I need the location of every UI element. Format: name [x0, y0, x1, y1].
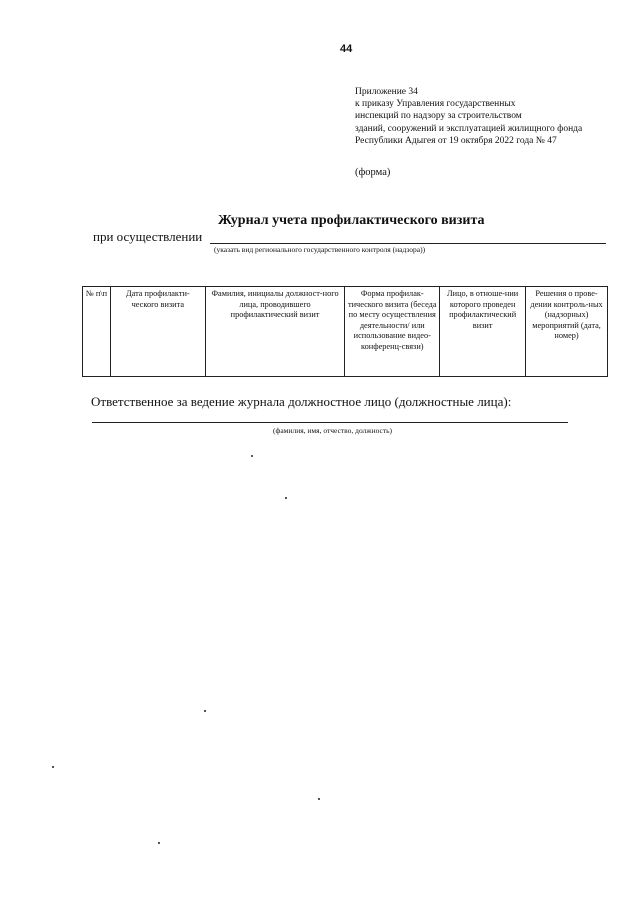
- column-header-form: Форма профилак-тического визита (беседа по месту осуществления деятельности/ или использование видео-конференц-связи): [345, 287, 440, 377]
- appendix-block: [355, 86, 582, 147]
- scan-speck: [204, 710, 206, 712]
- column-header-person: Лицо, в отноше-нии которого проведен профилактический визит: [440, 287, 526, 377]
- document-title: Журнал учета профилактического визита: [218, 213, 485, 228]
- journal-table: [82, 286, 608, 377]
- responsible-line: [92, 422, 568, 423]
- scan-speck: [52, 766, 54, 768]
- column-header-decisions: Решения о прове-дении контроль-ных (надзорных) мероприятий (дата, номер): [526, 287, 608, 377]
- appendix-line: Республики Адыгея от 19 октября 2022 года № 47: [355, 135, 557, 146]
- form-label: (форма): [355, 167, 391, 178]
- table-header-row: [83, 287, 608, 377]
- control-type-hint: (указать вид регионального государственного контроля (надзора)): [214, 245, 426, 254]
- responsible-label: Ответственное за ведение журнала должностное лицо (должностные лица):: [91, 394, 512, 409]
- column-header-date: Дата профилакти-ческого визита: [110, 287, 205, 377]
- appendix-line: зданий, сооружений и эксплуатацией жилищного фонда: [355, 123, 583, 134]
- scan-speck: [158, 842, 160, 844]
- scan-speck: [285, 497, 287, 499]
- scan-speck: [251, 455, 253, 457]
- appendix-line: к приказу Управления государственных: [355, 99, 516, 110]
- responsible-hint: (фамилия, имя, отчество, должность): [273, 426, 393, 435]
- appendix-line: Приложение 34: [355, 87, 418, 97]
- control-type-line: [210, 243, 606, 244]
- appendix-line: инспекций по надзору за строительством: [355, 111, 522, 122]
- column-header-number: № п\п: [83, 287, 111, 377]
- control-prefix: при осуществлении: [93, 229, 203, 244]
- page-number: 44: [340, 43, 353, 55]
- scan-speck: [318, 798, 320, 800]
- column-header-official: Фамилия, инициалы должност-ного лица, проводившего профилактический визит: [205, 287, 345, 377]
